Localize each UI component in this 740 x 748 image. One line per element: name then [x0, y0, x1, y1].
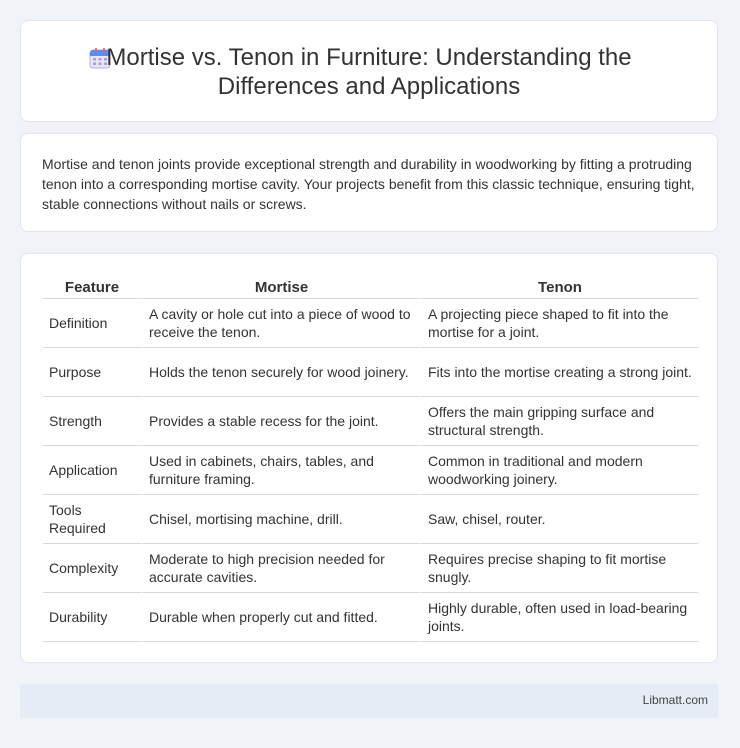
tenon-cell: Fits into the mortise creating a strong joint. [420, 348, 698, 397]
table-row [43, 593, 698, 642]
tenon-cell: Highly durable, often used in load-bearing joints. [420, 593, 698, 642]
table-row [43, 299, 698, 348]
header-mortise: Mortise [141, 276, 420, 299]
feature-cell: Definition [43, 299, 141, 348]
tenon-cell: Offers the main gripping surface and structural strength. [420, 397, 698, 446]
table-row [43, 495, 698, 544]
tenon-cell: Requires precise shaping to fit mortise snugly. [420, 544, 698, 593]
mortise-cell: Chisel, mortising machine, drill. [141, 495, 420, 544]
mortise-cell: Durable when properly cut and fitted. [141, 593, 420, 642]
feature-cell: Purpose [43, 348, 141, 397]
table-row [43, 446, 698, 495]
table-header-row [43, 276, 698, 299]
header-feature: Feature [43, 276, 141, 299]
mortise-cell: A cavity or hole cut into a piece of wood to receive the tenon. [141, 299, 420, 348]
footer [20, 684, 718, 718]
tenon-cell: Saw, chisel, router. [420, 495, 698, 544]
feature-cell: Complexity [43, 544, 141, 593]
mortise-cell: Holds the tenon securely for wood joinery. [141, 348, 420, 397]
mortise-cell: Provides a stable recess for the joint. [141, 397, 420, 446]
comparison-table [43, 276, 698, 642]
table-row [43, 348, 698, 397]
table-row [43, 544, 698, 593]
intro-card [20, 133, 718, 232]
comparison-card [20, 253, 718, 663]
feature-cell: Tools Required [43, 495, 141, 544]
footer-brand-link[interactable]: Libmatt.com [642, 693, 708, 707]
header-tenon: Tenon [420, 276, 698, 299]
feature-cell: Durability [43, 593, 141, 642]
title-card [20, 20, 718, 122]
table-row [43, 397, 698, 446]
tenon-cell: Common in traditional and modern woodworking joinery. [420, 446, 698, 495]
mortise-cell: Used in cabinets, chairs, tables, and furniture framing. [141, 446, 420, 495]
intro-text: Mortise and tenon joints provide exceptional strength and durability in woodworking by fitting a protruding tenon into a corresponding mortise cavity. Your projects benefit from this classic technique, ensuring tight, stable connections without nails or screws. [42, 156, 695, 212]
feature-cell: Strength [43, 397, 141, 446]
tenon-cell: A projecting piece shaped to fit into the mortise for a joint. [420, 299, 698, 348]
page-title: Mortise vs. Tenon in Furniture: Understanding the Differences and Applications [106, 44, 632, 100]
feature-cell: Application [43, 446, 141, 495]
mortise-cell: Moderate to high precision needed for accurate cavities. [141, 544, 420, 593]
